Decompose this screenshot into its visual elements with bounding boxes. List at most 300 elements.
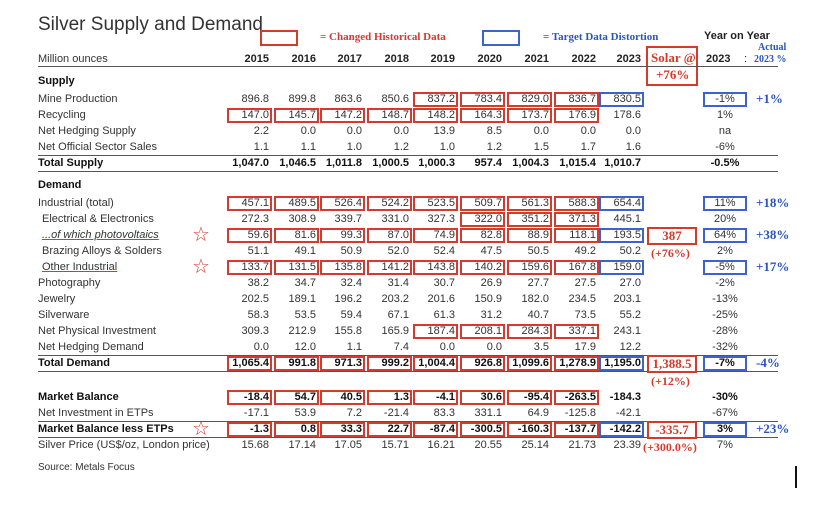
cell-electrical-electronics-2020: 322.0 <box>474 213 502 225</box>
cell-silverware-2023: 55.2 <box>619 309 641 321</box>
cell-electrical-electronics-2019: 327.3 <box>427 213 455 225</box>
cell-other-industrial-2017: 135.8 <box>334 261 362 273</box>
changed-data-box <box>507 212 552 227</box>
cell-mine-production-2019: 837.2 <box>427 93 455 105</box>
cell-net-investment-in-etps-2019: 83.3 <box>433 407 455 419</box>
cell-net-investment-in-etps-2020: 331.1 <box>474 407 502 419</box>
changed-data-box <box>507 324 552 339</box>
yoy-recycling: 1% <box>717 109 733 121</box>
section-supply: Supply <box>38 75 75 87</box>
changed-data-box <box>274 196 319 211</box>
cell-silverware-2020: 31.2 <box>480 309 502 321</box>
cell-industrial-total-2023: 654.4 <box>613 197 641 209</box>
cell-silver-price-us-oz-london-price-2016: 17.14 <box>288 439 316 451</box>
changed-data-box <box>274 422 319 437</box>
yoy-total-supply: -0.5% <box>710 157 740 169</box>
cell-mine-production-2023: 830.5 <box>613 93 641 105</box>
changed-data-box <box>413 390 458 405</box>
cell-electrical-electronics-2016: 308.9 <box>288 213 316 225</box>
yoy-highlight-box <box>703 260 747 275</box>
cell-recycling-2018: 148.7 <box>381 109 409 121</box>
cell-net-hedging-demand-2020: 0.0 <box>486 341 502 353</box>
changed-data-box <box>320 108 365 123</box>
cell-mine-production-2021: 829.0 <box>521 93 549 105</box>
cell-total-demand-2021: 1,099.6 <box>512 357 549 369</box>
solar-value: 1,388.5 <box>652 356 692 371</box>
yoy-highlight-box <box>703 92 747 107</box>
changed-data-box <box>320 390 365 405</box>
cell-silver-price-us-oz-london-price-2023: 23.39 <box>613 439 641 451</box>
cell-jewelry-2019: 201.6 <box>427 293 455 305</box>
cell-market-balance-2018: 1.3 <box>393 391 409 403</box>
cell-mine-production-2022: 836.7 <box>568 93 596 105</box>
cell-market-balance-less-etps-2020: -300.5 <box>470 423 502 435</box>
yoy-jewelry: -13% <box>712 293 738 305</box>
year-header-2015: 2015 <box>244 53 269 65</box>
yoy-highlight-box <box>703 422 747 437</box>
changed-data-box <box>227 108 272 123</box>
changed-data-box <box>413 324 458 339</box>
changed-data-box <box>367 196 412 211</box>
star-icon: ☆ <box>192 256 210 278</box>
cell-electrical-electronics-2022: 371.3 <box>568 213 596 225</box>
cell-photography-2022: 27.5 <box>574 277 596 289</box>
cell-market-balance-2019: -4.1 <box>436 391 455 403</box>
yoy-highlight-box <box>703 228 747 243</box>
yoy-brazing-alloys-solders: 2% <box>717 245 733 257</box>
section-demand: Demand <box>38 179 82 191</box>
cell-total-demand-2019: 1,004.4 <box>418 357 455 369</box>
cell-net-hedging-supply-2022: 0.0 <box>580 125 596 137</box>
row-label-net-investment-in-etps: Net Investment in ETPs <box>38 407 154 419</box>
yoy-year-header: 2023 <box>706 53 731 65</box>
cell-total-demand-2017: 971.3 <box>334 357 362 369</box>
header-separator: : <box>744 53 748 65</box>
changed-data-box <box>507 422 552 437</box>
cell-silverware-2016: 53.5 <box>294 309 316 321</box>
cell-market-balance-less-etps-2022: -137.7 <box>564 423 596 435</box>
solar-pct: (+76%) <box>651 246 690 260</box>
yoy-highlight-box <box>703 356 747 371</box>
cell-silverware-2015: 58.3 <box>247 309 269 321</box>
year-header-2019: 2019 <box>430 53 455 65</box>
cell-other-industrial-2018: 141.2 <box>381 261 409 273</box>
changed-data-box <box>413 260 458 275</box>
cell-other-industrial-2016: 131.5 <box>288 261 316 273</box>
yoy-highlight-box <box>703 196 747 211</box>
actual-industrial-total: +18% <box>756 195 790 210</box>
solar-value: 387 <box>662 228 682 243</box>
cell-total-supply-2021: 1,004.3 <box>512 157 549 169</box>
actual-year: 2023 % <box>754 54 787 65</box>
cell-net-physical-investment-2023: 243.1 <box>613 325 641 337</box>
changed-data-box <box>554 228 599 243</box>
changed-data-box <box>413 92 458 107</box>
cell-brazing-alloys-solders-2022: 49.2 <box>574 245 596 257</box>
cell-industrial-total-2015: 457.1 <box>241 197 269 209</box>
cell-jewelry-2016: 189.1 <box>288 293 316 305</box>
cell-industrial-total-2021: 561.3 <box>521 197 549 209</box>
changed-data-box <box>413 108 458 123</box>
cell-photography-2023: 27.0 <box>619 277 641 289</box>
cell-silver-price-us-oz-london-price-2021: 25.14 <box>521 439 549 451</box>
changed-data-box <box>460 92 505 107</box>
solar-header-pct: +76% <box>656 67 690 82</box>
yoy-industrial-total: 11% <box>714 197 736 209</box>
cell-brazing-alloys-solders-2023: 50.2 <box>619 245 641 257</box>
changed-data-box <box>320 228 365 243</box>
yoy-of-which-photovoltaics: 64% <box>713 229 737 241</box>
cell-net-investment-in-etps-2022: -125.8 <box>564 407 596 419</box>
cell-net-physical-investment-2018: 165.9 <box>381 325 409 337</box>
cell-silverware-2018: 67.1 <box>387 309 409 321</box>
cell-electrical-electronics-2018: 331.0 <box>381 213 409 225</box>
yoy-title: Year on Year <box>704 30 770 42</box>
target-distortion-box <box>599 92 644 107</box>
changed-data-box <box>367 228 412 243</box>
cell-jewelry-2020: 150.9 <box>474 293 502 305</box>
cell-silver-price-us-oz-london-price-2018: 15.71 <box>381 439 409 451</box>
changed-data-box <box>274 228 319 243</box>
cell-total-demand-2015: 1,065.4 <box>232 357 269 369</box>
row-label-net-official-sector-sales: Net Official Sector Sales <box>38 141 158 153</box>
changed-data-box <box>274 108 319 123</box>
actual-of-which-photovoltaics: +38% <box>756 227 790 242</box>
cell-net-hedging-demand-2017: 1.1 <box>346 341 362 353</box>
changed-data-box <box>460 228 505 243</box>
cell-mine-production-2016: 899.8 <box>288 93 316 105</box>
cell-silverware-2022: 73.5 <box>574 309 596 321</box>
unit-label: Million ounces <box>38 53 108 65</box>
cell-photography-2015: 38.2 <box>247 277 269 289</box>
cell-recycling-2020: 164.3 <box>474 109 502 121</box>
cell-net-investment-in-etps-2016: 53.9 <box>294 407 316 419</box>
changed-data-box <box>367 390 412 405</box>
cell-total-demand-2022: 1,278.9 <box>559 357 596 369</box>
cell-net-official-sector-sales-2023: 1.6 <box>625 141 641 153</box>
cell-of-which-photovoltaics-2015: 59.6 <box>247 229 269 241</box>
yoy-net-official-sector-sales: -6% <box>715 141 735 153</box>
cell-jewelry-2015: 202.5 <box>241 293 269 305</box>
cell-market-balance-2022: -263.5 <box>564 391 596 403</box>
changed-data-box <box>227 228 272 243</box>
cell-total-supply-2019: 1,000.3 <box>418 157 455 169</box>
cell-silver-price-us-oz-london-price-2022: 21.73 <box>568 439 596 451</box>
changed-data-box <box>460 196 505 211</box>
yoy-net-hedging-demand: -32% <box>712 341 738 353</box>
yoy-net-physical-investment: -28% <box>712 325 738 337</box>
cell-industrial-total-2016: 489.5 <box>288 197 316 209</box>
cell-net-hedging-demand-2019: 0.0 <box>439 341 455 353</box>
cell-other-industrial-2022: 167.8 <box>568 261 596 273</box>
changed-data-box <box>554 356 599 371</box>
changed-data-box <box>460 356 505 371</box>
cell-industrial-total-2020: 509.7 <box>474 197 502 209</box>
cell-industrial-total-2019: 523.5 <box>427 197 455 209</box>
changed-data-box <box>320 422 365 437</box>
legend-red-box <box>260 30 298 46</box>
cell-market-balance-less-etps-2017: 33.3 <box>340 423 362 435</box>
row-label-photography: Photography <box>38 277 101 289</box>
cell-net-hedging-demand-2018: 7.4 <box>393 341 409 353</box>
cell-brazing-alloys-solders-2015: 51.1 <box>247 245 269 257</box>
cell-silver-price-us-oz-london-price-2020: 20.55 <box>474 439 502 451</box>
changed-data-box <box>367 422 412 437</box>
cell-total-supply-2016: 1,046.5 <box>279 157 316 169</box>
cell-jewelry-2023: 203.1 <box>613 293 641 305</box>
year-header-2023: 2023 <box>616 53 641 65</box>
changed-data-box <box>274 260 319 275</box>
cell-of-which-photovoltaics-2017: 99.3 <box>340 229 362 241</box>
cell-net-hedging-demand-2016: 12.0 <box>294 341 316 353</box>
actual-market-balance-less-etps: +23% <box>756 421 790 436</box>
cell-net-official-sector-sales-2017: 1.0 <box>346 141 362 153</box>
year-header-2022: 2022 <box>571 53 596 65</box>
yoy-net-investment-in-etps: -67% <box>712 407 738 419</box>
row-label-of-which-photovoltaics: ...of which photovoltaics <box>42 229 159 241</box>
cell-other-industrial-2021: 159.6 <box>521 261 549 273</box>
cell-brazing-alloys-solders-2016: 49.1 <box>294 245 316 257</box>
cell-total-demand-2020: 926.8 <box>474 357 502 369</box>
cell-recycling-2019: 148.2 <box>427 109 455 121</box>
cell-market-balance-2021: -95.4 <box>523 391 549 403</box>
cell-mine-production-2017: 863.6 <box>334 93 362 105</box>
cell-total-supply-2015: 1,047.0 <box>232 157 269 169</box>
actual-mine-production: +1% <box>756 91 783 106</box>
cell-net-official-sector-sales-2019: 1.0 <box>439 141 455 153</box>
cell-recycling-2015: 147.0 <box>241 109 269 121</box>
changed-data-box <box>367 356 412 371</box>
changed-data-box <box>367 260 412 275</box>
cell-net-physical-investment-2022: 337.1 <box>568 325 596 337</box>
cell-of-which-photovoltaics-2018: 87.0 <box>387 229 409 241</box>
cell-net-physical-investment-2021: 284.3 <box>521 325 549 337</box>
star-icon: ☆ <box>192 224 210 246</box>
changed-data-box <box>507 260 552 275</box>
cell-electrical-electronics-2021: 351.2 <box>521 213 549 225</box>
cell-net-hedging-supply-2017: 0.0 <box>346 125 362 137</box>
cell-of-which-photovoltaics-2016: 81.6 <box>294 229 316 241</box>
actual-total-demand: -4% <box>756 355 780 370</box>
legend-target-label: = Target Data Distortion <box>543 31 659 43</box>
cell-net-hedging-supply-2023: 0.0 <box>625 125 641 137</box>
cell-net-investment-in-etps-2023: -42.1 <box>615 407 641 419</box>
cell-net-investment-in-etps-2017: 7.2 <box>346 407 362 419</box>
changed-data-box <box>460 108 505 123</box>
changed-data-box <box>507 390 552 405</box>
yoy-silver-price-us-oz-london-price: 7% <box>717 439 733 451</box>
cell-of-which-photovoltaics-2020: 82.8 <box>480 229 502 241</box>
cell-silverware-2017: 59.4 <box>340 309 362 321</box>
changed-data-box <box>227 390 272 405</box>
cell-market-balance-2020: 30.6 <box>480 391 502 403</box>
cell-net-official-sector-sales-2020: 1.2 <box>486 141 502 153</box>
changed-data-box <box>460 324 505 339</box>
year-header-2016: 2016 <box>291 53 316 65</box>
cell-photography-2017: 32.4 <box>340 277 362 289</box>
cell-net-hedging-demand-2022: 17.9 <box>574 341 596 353</box>
cell-industrial-total-2022: 588.3 <box>568 197 596 209</box>
cell-silverware-2019: 61.3 <box>433 309 455 321</box>
cell-total-demand-2018: 999.2 <box>381 357 409 369</box>
year-header-2017: 2017 <box>337 53 362 65</box>
changed-data-box <box>227 422 272 437</box>
cell-market-balance-2023: -184.3 <box>609 391 641 403</box>
legend-changed-label: = Changed Historical Data <box>320 31 446 43</box>
cell-silver-price-us-oz-london-price-2017: 17.05 <box>334 439 362 451</box>
star-icon: ☆ <box>192 418 210 440</box>
changed-data-box <box>554 390 599 405</box>
yoy-market-balance-less-etps: 3% <box>717 423 733 435</box>
target-distortion-box <box>599 196 644 211</box>
cell-recycling-2017: 147.2 <box>334 109 362 121</box>
target-distortion-box <box>599 422 644 437</box>
cell-other-industrial-2019: 143.8 <box>427 261 455 273</box>
cell-net-hedging-demand-2021: 3.5 <box>533 341 549 353</box>
cell-net-official-sector-sales-2015: 1.1 <box>253 141 269 153</box>
row-label-other-industrial: Other Industrial <box>42 261 118 273</box>
header-rule <box>38 66 778 67</box>
cell-jewelry-2022: 234.5 <box>568 293 596 305</box>
changed-data-box <box>413 422 458 437</box>
cell-net-official-sector-sales-2018: 1.2 <box>393 141 409 153</box>
changed-data-box <box>554 422 599 437</box>
target-distortion-box <box>599 260 644 275</box>
cell-net-hedging-demand-2023: 12.2 <box>619 341 641 353</box>
yoy-total-demand: -7% <box>715 357 735 369</box>
row-label-brazing-alloys-solders: Brazing Alloys & Solders <box>42 245 162 257</box>
cell-market-balance-less-etps-2019: -87.4 <box>429 423 455 435</box>
changed-data-box <box>554 108 599 123</box>
cell-mine-production-2015: 896.8 <box>241 93 269 105</box>
cell-market-balance-less-etps-2015: -1.3 <box>250 423 269 435</box>
cell-net-hedging-supply-2020: 8.5 <box>486 125 502 137</box>
target-distortion-box <box>599 356 644 371</box>
changed-data-box <box>227 356 272 371</box>
cell-other-industrial-2015: 133.7 <box>241 261 269 273</box>
row-label-total-demand: Total Demand <box>38 357 110 369</box>
cell-industrial-total-2017: 526.4 <box>334 197 362 209</box>
changed-data-box <box>507 228 552 243</box>
cell-of-which-photovoltaics-2022: 118.1 <box>569 229 596 241</box>
cell-net-physical-investment-2019: 187.4 <box>427 325 455 337</box>
row-label-total-supply: Total Supply <box>38 157 104 169</box>
cell-net-investment-in-etps-2015: -17.1 <box>243 407 269 419</box>
cell-recycling-2021: 173.7 <box>521 109 549 121</box>
cell-brazing-alloys-solders-2019: 52.4 <box>433 245 455 257</box>
cell-photography-2020: 26.9 <box>480 277 502 289</box>
cell-market-balance-less-etps-2021: -160.3 <box>517 423 549 435</box>
actual-title: Actual <box>758 42 787 53</box>
yoy-electrical-electronics: 20% <box>713 213 737 225</box>
solar-pct: (+300.0%) <box>643 440 697 454</box>
row-label-net-hedging-supply: Net Hedging Supply <box>38 125 136 137</box>
solar-value: -335.7 <box>655 422 689 437</box>
cell-market-balance-2015: -18.4 <box>243 391 269 403</box>
cell-silver-price-us-oz-london-price-2015: 15.68 <box>241 439 269 451</box>
cell-total-demand-2023: 1,195.0 <box>604 357 641 369</box>
cell-net-hedging-supply-2018: 0.0 <box>393 125 409 137</box>
changed-data-box <box>320 356 365 371</box>
solar-title: Solar @ <box>651 50 696 65</box>
cell-other-industrial-2023: 159.0 <box>613 261 641 273</box>
changed-data-box <box>413 228 458 243</box>
row-label-jewelry: Jewelry <box>38 293 76 305</box>
changed-data-box <box>507 108 552 123</box>
changed-data-box <box>274 356 319 371</box>
cell-of-which-photovoltaics-2021: 88.9 <box>527 229 549 241</box>
cell-jewelry-2017: 196.2 <box>334 293 362 305</box>
target-distortion-box <box>599 228 644 243</box>
cell-photography-2018: 31.4 <box>387 277 409 289</box>
cell-net-hedging-demand-2015: 0.0 <box>253 341 269 353</box>
changed-data-box <box>227 260 272 275</box>
cell-silverware-2021: 40.7 <box>527 309 549 321</box>
cell-net-investment-in-etps-2021: 64.9 <box>527 407 549 419</box>
cell-industrial-total-2018: 524.2 <box>381 197 409 209</box>
page-title: Silver Supply and Demand <box>38 14 263 35</box>
legend-blue-box <box>482 30 520 46</box>
cell-of-which-photovoltaics-2023: 193.5 <box>613 229 641 241</box>
cell-net-official-sector-sales-2021: 1.5 <box>533 141 549 153</box>
supply-end-rule <box>38 171 778 172</box>
cell-electrical-electronics-2017: 339.7 <box>334 213 362 225</box>
cell-of-which-photovoltaics-2019: 74.9 <box>433 229 455 241</box>
cell-photography-2021: 27.7 <box>527 277 549 289</box>
cell-mine-production-2020: 783.4 <box>474 93 502 105</box>
changed-data-box <box>460 260 505 275</box>
row-label-net-physical-investment: Net Physical Investment <box>38 325 156 337</box>
changed-data-box <box>460 422 505 437</box>
cell-net-hedging-supply-2016: 0.0 <box>300 125 316 137</box>
cell-net-investment-in-etps-2018: -21.4 <box>383 407 409 419</box>
changed-data-box <box>367 108 412 123</box>
changed-data-box <box>507 196 552 211</box>
row-label-recycling: Recycling <box>38 109 86 121</box>
cell-brazing-alloys-solders-2020: 47.5 <box>480 245 502 257</box>
cell-net-physical-investment-2017: 155.8 <box>334 325 362 337</box>
row-label-silver-price-us-oz-london-price: Silver Price (US$/oz, London price) <box>38 439 210 451</box>
yoy-photography: -2% <box>715 277 735 289</box>
changed-data-box <box>320 196 365 211</box>
changed-data-box <box>507 92 552 107</box>
cell-brazing-alloys-solders-2021: 50.5 <box>527 245 549 257</box>
changed-data-box <box>413 356 458 371</box>
changed-data-box <box>274 390 319 405</box>
yoy-market-balance: -30% <box>712 391 738 403</box>
changed-data-box <box>554 196 599 211</box>
total-supply-rule <box>38 155 778 156</box>
cell-market-balance-less-etps-2016: 0.8 <box>300 423 316 435</box>
cell-total-supply-2020: 957.4 <box>474 157 502 169</box>
cell-silver-price-us-oz-london-price-2019: 16.21 <box>427 439 455 451</box>
cell-photography-2016: 34.7 <box>294 277 316 289</box>
cell-market-balance-less-etps-2023: -142.2 <box>609 423 641 435</box>
cell-net-hedging-supply-2021: 0.0 <box>533 125 549 137</box>
source-note: Source: Metals Focus <box>38 462 135 473</box>
changed-data-box <box>320 260 365 275</box>
yoy-net-hedging-supply: na <box>718 125 732 137</box>
changed-data-box <box>554 212 599 227</box>
year-header-2018: 2018 <box>384 53 409 65</box>
row-label-net-hedging-demand: Net Hedging Demand <box>38 341 144 353</box>
changed-data-box <box>554 324 599 339</box>
cell-brazing-alloys-solders-2017: 50.9 <box>340 245 362 257</box>
cell-total-supply-2023: 1,010.7 <box>604 157 641 169</box>
changed-data-box <box>413 196 458 211</box>
row-label-silverware: Silverware <box>38 309 90 321</box>
changed-data-box <box>554 260 599 275</box>
